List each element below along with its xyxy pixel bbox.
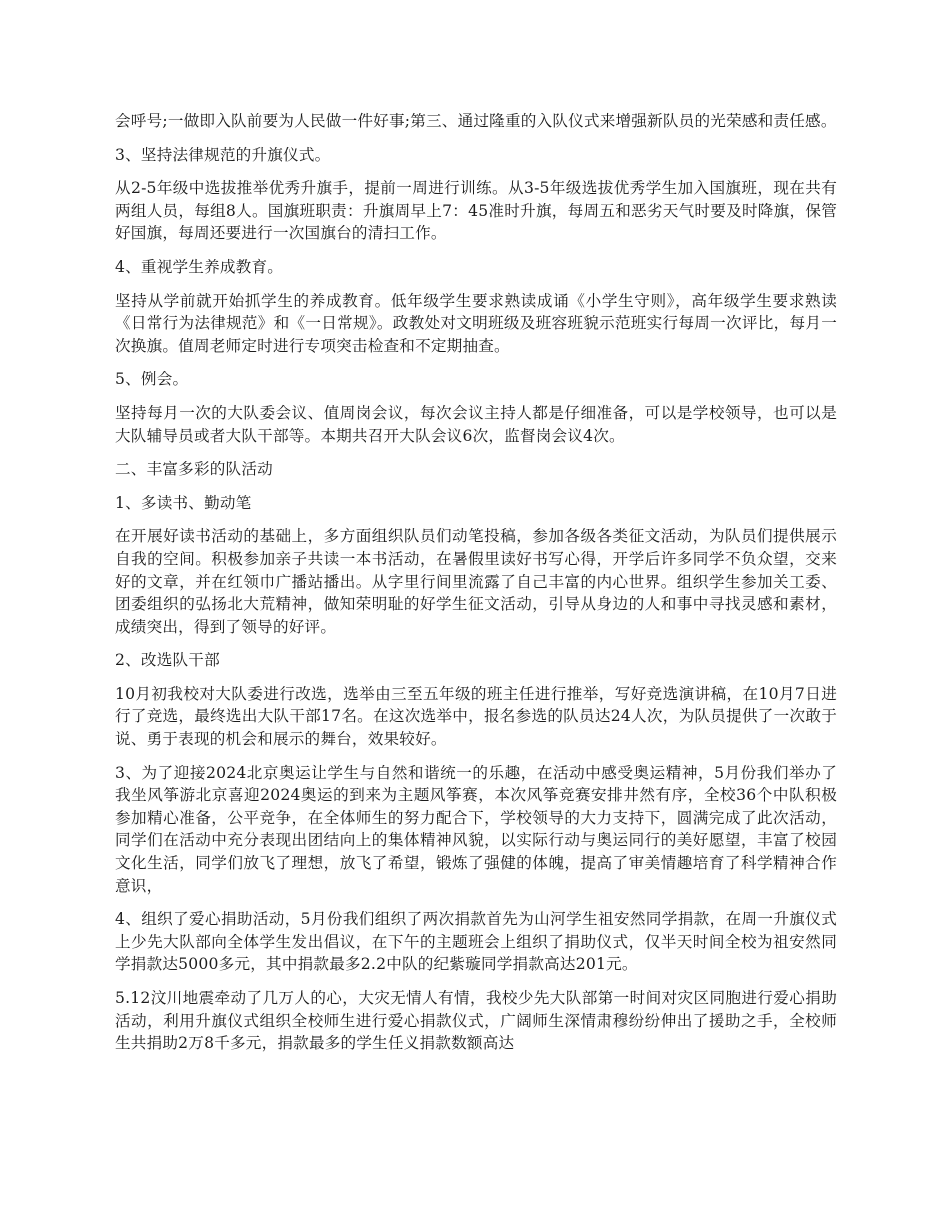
section-heading-activities: 二、丰富多彩的队活动: [115, 460, 273, 479]
heading-habit-education: 4、重视学生养成教育。: [115, 257, 284, 276]
paragraph-kite-contest: 3、为了迎接2024北京奥运让学生与自然和谐统一的乐趣，在活动中感受奥运精神，5月份我们举办了我坐风筝游北京喜迎2024奥运的到来为主题风筝赛，本次风筝竞赛安排井然有序，全校36个中队积极参加精心准备，公平竞争，在全体师生的努力配合下，学校领导的大力支持下，圆满完成了此次活动，同学们在活动中充分表现出团结向上的集体精神风貌，以实际行动与奥运同行的美好愿望，丰富了校园文化生活，同学们放飞了理想，放飞了希望，锻炼了强健的体魄，提高了审美情趣培育了科学精神合作意识，: [115, 763, 837, 895]
paragraph-meetings: 坚持每月一次的大队委会议、值周岗会议，每次会议主持人都是仔细准备，可以是学校领导，也可以是大队辅导员或者大队干部等。本期共召开大队会议6次，监督岗会议4次。: [115, 403, 837, 445]
paragraph-earthquake-relief: 5.12汶川地震牵动了几万人的心，大灾无情人有情，我校少先大队部第一时间对灾区同胞进行爱心捐助活动，利用升旗仪式组织全校师生进行爱心捐款仪式，广阔师生深情肃穆纷纷伸出了援助之手，全校师生共捐助2万8千多元，捐款最多的学生任义捐款数额高达: [115, 989, 837, 1053]
heading-reading-writing: 1、多读书、勤动笔: [115, 493, 252, 512]
paragraph-habit-education: 坚持从学前就开始抓学生的养成教育。低年级学生要求熟读成诵《小学生守则》，高年级学生要求熟读《日常行为法律规范》和《一日常规》。政教处对文明班级及班容班貌示范班实行每周一次评比，每月一次换旗。值周老师定时进行专项突击检查和不定期抽查。: [115, 291, 837, 355]
paragraph-donation: 4、组织了爱心捐助活动，5月份我们组织了两次捐款首先为山河学生祖安然同学捐款，在周一升旗仪式上少先大队部向全体学生发出倡议，在下午的主题班会上组织了捐助仪式，仅半天时间全校为祖安然同学捐款达5000多元，其中捐款最多2.2中队的纪紫璇同学捐款高达201元。: [115, 910, 837, 974]
paragraph-continued-oath: 会呼号;一做即入队前要为人民做一件好事;第三、通过隆重的入队仪式来增强新队员的光荣感和责任感。: [115, 112, 837, 130]
paragraph-cadre-election: 10月初我校对大队委进行改选，选举由三至五年级的班主任进行推举，写好竞选演讲稿，在10月7日进行了竞选，最终选出大队干部17名。在这次选举中，报名参选的队员达24人次，为队员提供了一次敢于说、勇于表现的机会和展示的舞台，效果较好。: [115, 684, 837, 749]
document-page: [115, 110, 837, 1066]
heading-cadre-election: 2、改选队干部: [115, 651, 220, 670]
paragraph-flag-team: 从2-5年级中选拔推举优秀升旗手，提前一周进行训练。从3-5年级选拔优秀学生加入国旗班，现在共有两组人员，每组8人。国旗班职责：升旗周早上7：45准时升旗，每周五和恶劣天气时要及时降旗，保管好国旗，每周还要进行一次国旗台的清扫工作。: [115, 179, 837, 243]
heading-meetings: 5、例会。: [115, 370, 189, 389]
paragraph-reading-writing: 在开展好读书活动的基础上，多方面组织队员们动笔投稿，参加各级各类征文活动，为队员们提供展示自我的空间。积极参加亲子共读一本书活动，在暑假里读好书写心得，开学后许多同学不负众望，交来好的文章，并在红领巾广播站播出。从字里行间里流露了自己丰富的内心世界。组织学生参加关工委、团委组织的弘扬北大荒精神，做知荣明耻的好学生征文活动，引导从身边的人和事中寻找灵感和素材，成绩突出，得到了领导的好评。: [115, 527, 837, 636]
heading-flag-ceremony: 3、坚持法律规范的升旗仪式。: [115, 145, 331, 164]
